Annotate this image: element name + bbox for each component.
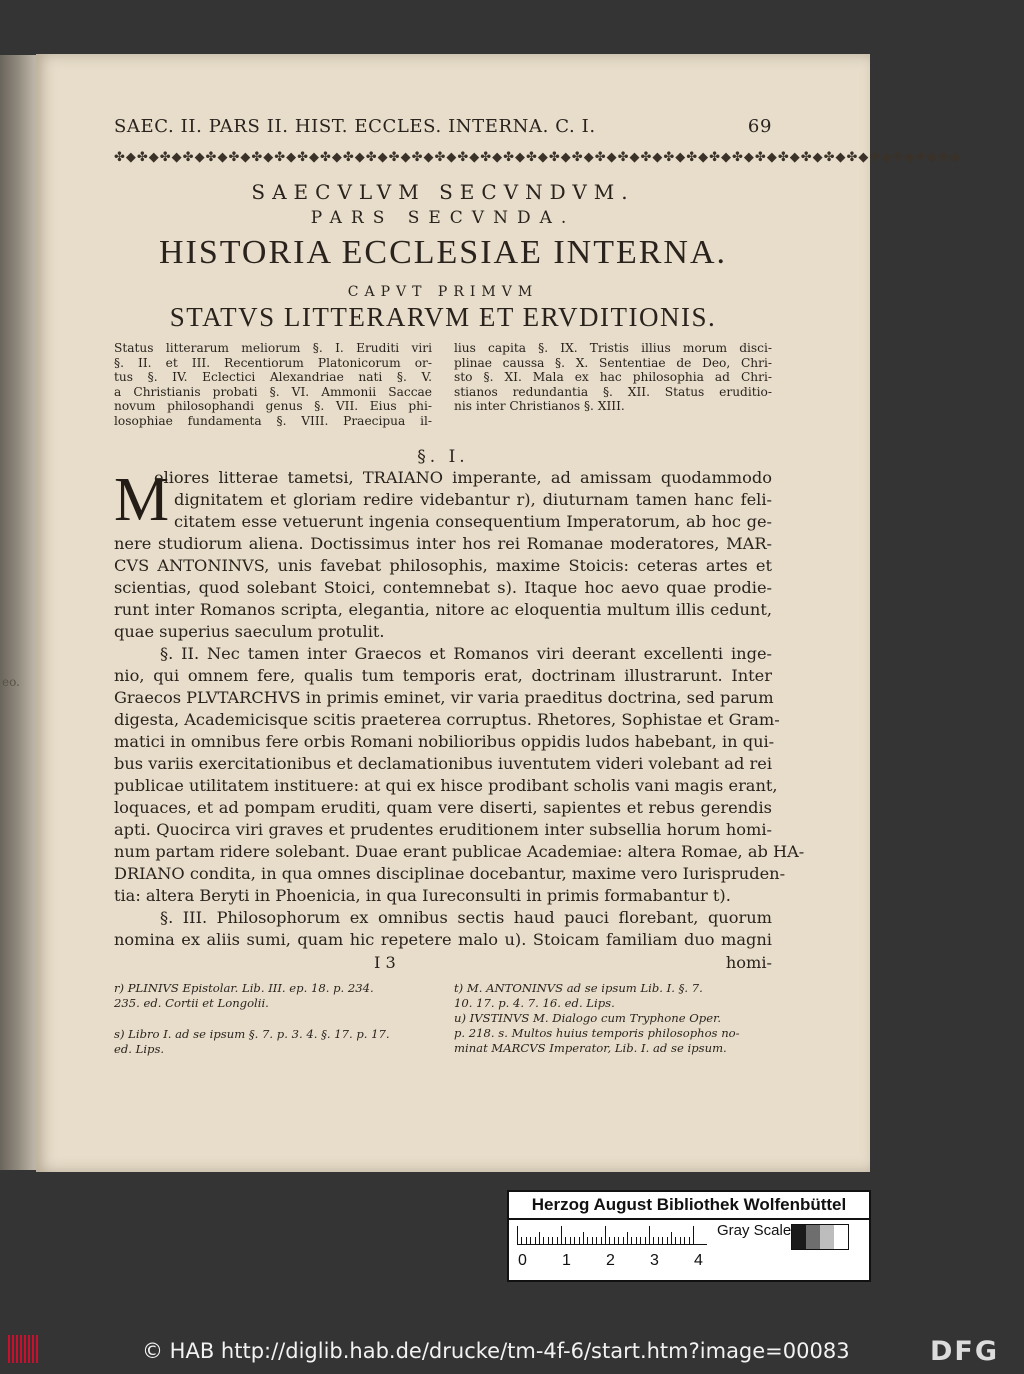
ruler-tick bbox=[587, 1237, 588, 1244]
footnote-line: s) Libro I. ad se ipsum §. 7. p. 3. 4. §. 17. p. 17. bbox=[114, 1026, 390, 1041]
color-calibration-card bbox=[507, 1190, 871, 1282]
logo-bar bbox=[8, 1335, 10, 1363]
summary-line: sto §. XI. Mala ex hac philosophia ad Chri- bbox=[454, 370, 772, 385]
ruler-tick bbox=[526, 1237, 527, 1244]
footer-url[interactable]: © HAB http://diglib.hab.de/drucke/tm-4f-6/start.htm?image=00083 bbox=[142, 1339, 850, 1363]
ruler-tick bbox=[548, 1237, 549, 1244]
footnotes-left bbox=[114, 981, 432, 1057]
summary-line: Status litterarum meliorum §. I. Eruditi viri bbox=[114, 341, 432, 355]
text-line: quae superius saeculum protulit. bbox=[114, 621, 385, 641]
text-block bbox=[114, 116, 961, 1057]
viewer-footer bbox=[0, 1326, 1024, 1374]
ruler-tick bbox=[680, 1237, 681, 1244]
footnote-line: 10. 17. p. 4. 7. 16. ed. Lips. bbox=[454, 995, 615, 1010]
paragraph-2 bbox=[114, 643, 805, 907]
ruler-tick bbox=[592, 1237, 593, 1244]
ruler-tick bbox=[623, 1237, 624, 1244]
ruler-tick bbox=[693, 1226, 694, 1244]
heading-status: STATVS LITTERARVM ET ERVDITIONIS. bbox=[169, 302, 717, 332]
hab-logo-icon bbox=[8, 1335, 40, 1363]
paragraph-1 bbox=[114, 467, 772, 643]
footnote-gap bbox=[114, 1011, 432, 1027]
footnote-line: t) M. ANTONINVS ad se ipsum Lib. I. §. 7. bbox=[454, 980, 703, 995]
running-head bbox=[114, 116, 772, 142]
text-line: §. II. Nec tamen inter Graecos et Romanos viri deerant excellenti inge- bbox=[160, 643, 772, 663]
text-line: matici in omnibus fere orbis Romani nobilioribus oppidis ludos habebant, in qui- bbox=[114, 731, 775, 751]
ruler-number: 0 bbox=[518, 1252, 527, 1269]
text-line: loquaces, et ad pompam eruditi, quam vere diserti, sapientes et rebus gerendis bbox=[114, 797, 772, 817]
ruler-tick bbox=[539, 1232, 540, 1244]
footnotes bbox=[114, 981, 772, 1057]
footnote-line: ed. Lips. bbox=[114, 1041, 165, 1056]
ruler-tick bbox=[605, 1226, 606, 1244]
ruler-tick bbox=[614, 1237, 615, 1244]
ruler-tick bbox=[530, 1237, 531, 1244]
ruler-tick bbox=[521, 1237, 522, 1244]
ruler-tick bbox=[662, 1237, 663, 1244]
ruler-tick bbox=[596, 1237, 597, 1244]
summary-line: a Christianis probati §. VI. Ammonii Saccae bbox=[114, 384, 432, 399]
drop-cap: M bbox=[114, 465, 170, 534]
ruler-tick bbox=[640, 1237, 641, 1244]
ruler-tick bbox=[645, 1237, 646, 1244]
paragraph-3 bbox=[114, 907, 772, 951]
dfg-logo: DFG bbox=[930, 1336, 1000, 1367]
ruler-tick bbox=[675, 1237, 676, 1244]
logo-bar bbox=[32, 1335, 34, 1363]
text-line: DRIANO condita, in qua omnes disciplinae docebantur, maxime vero Iurispruden- bbox=[114, 863, 786, 883]
text-line: nio, qui omnem fere, qualis tum temporis erat, doctrinam illustrarunt. Inter bbox=[114, 665, 772, 685]
text-line: §. III. Philosophorum ex omnibus sectis haud pauci florebant, quorum bbox=[160, 907, 772, 927]
ruler-tick bbox=[601, 1237, 602, 1244]
text-line: apti. Quocirca viri graves et prudentes eruditionem inter subsellia horum homi- bbox=[114, 819, 772, 839]
ruler-tick bbox=[543, 1237, 544, 1244]
summary-line: lius capita §. IX. Tristis illius morum disci- bbox=[454, 341, 772, 355]
ruler-tick bbox=[684, 1237, 685, 1244]
page-number: 69 bbox=[747, 116, 772, 137]
ruler-tick bbox=[671, 1232, 672, 1244]
text-line: dignitatem et gloriam redire videbantur r), diuturnam tamen hanc feli- bbox=[174, 489, 772, 509]
ruler-tick bbox=[565, 1237, 566, 1244]
text-line: digesta, Academicisque scitis praeterea corruptus. Rhetores, Sophistae et Gram- bbox=[114, 709, 780, 729]
logo-bar bbox=[20, 1335, 22, 1363]
catchword: homi- bbox=[725, 952, 772, 972]
ruler-scale bbox=[517, 1226, 707, 1245]
summary-right-column bbox=[454, 341, 772, 429]
ruler-tick bbox=[552, 1237, 553, 1244]
summary-line: plinae caussa §. X. Sententiae de Deo, Chri- bbox=[454, 355, 772, 370]
ruler-tick bbox=[561, 1226, 562, 1244]
summary-line: losophiae fundamenta §. VIII. Praecipua il- bbox=[114, 413, 432, 428]
footnote-line: minat MARCVS Imperator, Lib. I. ad se ipsum. bbox=[454, 1040, 727, 1055]
signature-line bbox=[114, 953, 772, 975]
ruler-tick bbox=[618, 1237, 619, 1244]
book-page bbox=[36, 54, 961, 1172]
ruler-tick bbox=[667, 1237, 668, 1244]
footnote-line: u) IVSTINVS M. Dialogo cum Tryphone Oper. bbox=[454, 1010, 722, 1025]
ruler-tick bbox=[689, 1237, 690, 1244]
edge-fragment: eo. bbox=[2, 675, 20, 689]
text-line: publicae utilitatem instituere: at qui ex hisce prodibant scholis vani magis erant, bbox=[114, 775, 778, 795]
ruler-tick bbox=[627, 1232, 628, 1244]
summary-left-column bbox=[114, 341, 432, 429]
footnote-line: r) PLINIVS Epistolar. Lib. III. ep. 18. p. 234. bbox=[114, 980, 374, 995]
text-line: Graecos PLVTARCHVS in primis eminet, vir varia praeditus doctrina, sed parum bbox=[114, 687, 774, 707]
heading-saeculum: SAECVLVM SECVNDVM. bbox=[251, 180, 635, 204]
gray-scale-label: Gray Scale bbox=[717, 1222, 792, 1239]
text-line: nomina ex aliis sumi, quam hic repetere malo u). Stoicam familiam duo magni bbox=[114, 929, 772, 949]
chapter-summary bbox=[114, 341, 772, 429]
text-line: bus variis exercitationibus et declamationibus iuventutem videri volebant ad rei bbox=[114, 753, 772, 773]
footnote-line: p. 218. s. Multos huius temporis philosophos no- bbox=[454, 1025, 740, 1040]
logo-bar bbox=[28, 1335, 30, 1363]
text-line: runt inter Romanos scripta, elegantia, nitore ac eloquentia multum illis cedunt, bbox=[114, 599, 772, 619]
swatch-dark bbox=[806, 1225, 820, 1249]
text-line: num partam ridere solebant. Duae erant publicae Academiae: altera Romae, ab HA- bbox=[114, 841, 805, 861]
swatch-light bbox=[820, 1225, 834, 1249]
text-line: CVS ANTONINVS, unis favebat philosophis, maxime Stoicis: ceteras artes et bbox=[114, 555, 772, 575]
ruler-tick bbox=[570, 1237, 571, 1244]
logo-bar bbox=[24, 1335, 26, 1363]
ruler-tick bbox=[658, 1237, 659, 1244]
ruler-tick bbox=[649, 1226, 650, 1244]
text-line: scientias, quod solebant Stoici, contemnebat s). Itaque hoc aevo quae prodie- bbox=[114, 577, 772, 597]
ruler-tick bbox=[636, 1237, 637, 1244]
ruler-tick bbox=[583, 1232, 584, 1244]
ruler-tick bbox=[574, 1237, 575, 1244]
ruler-tick bbox=[517, 1226, 518, 1244]
footnotes-right bbox=[454, 981, 772, 1057]
heading-pars: PARS SECVNDA. bbox=[310, 208, 576, 228]
text-line: nere studiorum aliena. Doctissimus inter hos rei Romanae moderatores, MAR- bbox=[114, 533, 772, 553]
ruler-number: 3 bbox=[650, 1252, 659, 1269]
ruler-tick bbox=[557, 1237, 558, 1244]
section-mark: §. I. bbox=[417, 446, 469, 467]
summary-line: novum philosophandi genus §. VII. Eius phi- bbox=[114, 399, 432, 414]
ruler-tick bbox=[579, 1237, 580, 1244]
logo-bar bbox=[12, 1335, 14, 1363]
ruler-number: 2 bbox=[606, 1252, 615, 1269]
swatch-black bbox=[792, 1225, 806, 1249]
gray-swatch bbox=[791, 1224, 849, 1250]
summary-line: nis inter Christianos §. XIII. bbox=[454, 399, 625, 414]
ruler-number: 1 bbox=[562, 1252, 571, 1269]
ruler-tick bbox=[609, 1237, 610, 1244]
logo-bar bbox=[16, 1335, 18, 1363]
heading-caput: CAPVT PRIMVM bbox=[347, 284, 539, 300]
text-line: eliores litterae tametsi, TRAIANO imperante, ad amissam quodammodo bbox=[154, 467, 772, 487]
summary-line: tus §. IV. Eclectici Alexandriae nati §. V. bbox=[114, 370, 432, 385]
logo-bar bbox=[36, 1335, 38, 1363]
ruler-tick bbox=[535, 1237, 536, 1244]
footnote-line: 235. ed. Cortii et Longolii. bbox=[114, 995, 269, 1010]
heading-historia: HISTORIA ECCLESIAE INTERNA. bbox=[158, 234, 728, 271]
running-head-title: SAEC. II. PARS II. HIST. ECCLES. INTERNA. C. I. bbox=[114, 116, 596, 137]
signature-mark: I 3 bbox=[374, 952, 396, 972]
text-line: tia: altera Beryti in Phoenicia, in qua Iureconsulti in primis formabantur t). bbox=[114, 885, 731, 905]
swatch-white bbox=[834, 1225, 848, 1249]
summary-line: §. II. et III. Recentiorum Platonicorum or- bbox=[114, 355, 432, 370]
card-title: Herzog August Bibliothek Wolfenbüttel bbox=[509, 1192, 869, 1220]
body-text bbox=[114, 465, 805, 951]
ruler-tick bbox=[631, 1237, 632, 1244]
ruler-tick bbox=[653, 1237, 654, 1244]
ruler-number: 4 bbox=[694, 1252, 703, 1269]
ornament-band: ✤◆✤◆✤◆✤◆✤◆✤◆✤◆✤◆✤◆✤◆✤◆✤◆✤◆✤◆✤◆✤◆✤◆✤◆✤◆✤◆✤◆✤◆✤◆✤◆✤◆✤◆✤◆✤◆✤◆✤◆✤◆✤◆✤◆✤◆✤◆✤◆✤◆ bbox=[114, 150, 961, 165]
text-line: citatem esse vetuerunt ingenia consequentium Imperatorum, ab hoc ge- bbox=[174, 511, 772, 531]
summary-line: stianos redundantia §. XII. Status eruditio- bbox=[454, 384, 772, 399]
